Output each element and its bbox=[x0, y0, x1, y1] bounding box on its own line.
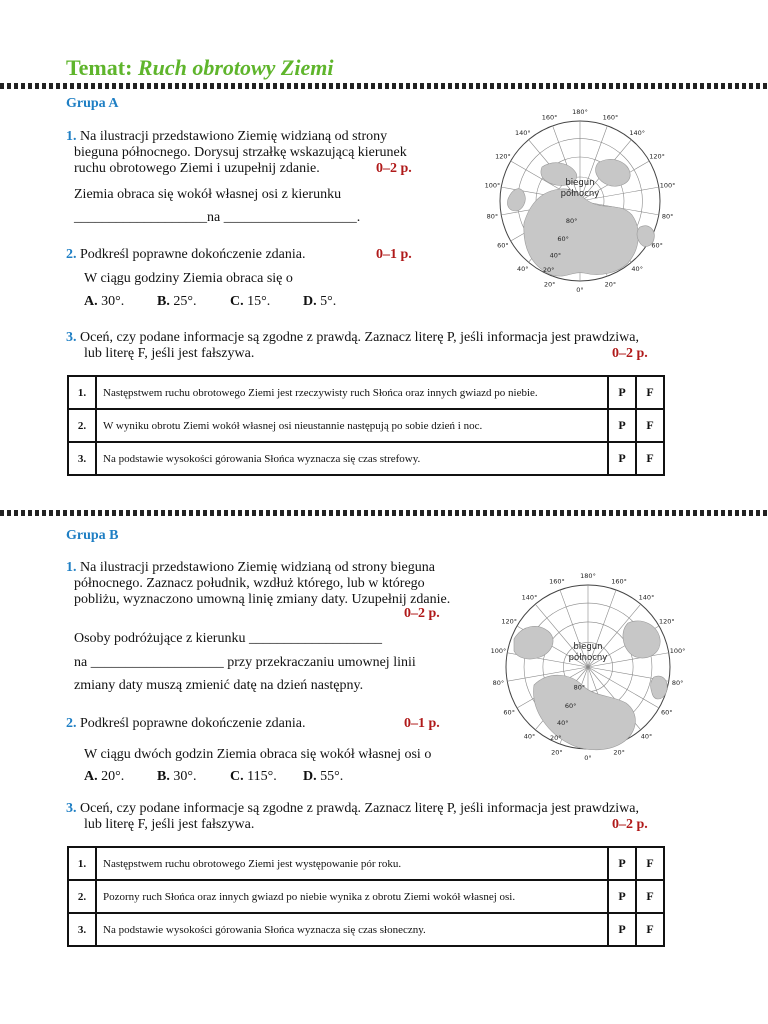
true-false-table bbox=[67, 846, 665, 947]
answer-option-b[interactable]: B. 25°. bbox=[157, 294, 197, 309]
true-option[interactable]: P bbox=[608, 847, 636, 880]
meridian-label: 20° bbox=[604, 280, 617, 289]
question-text: Podkreśl poprawne dokończenie zdania. bbox=[80, 247, 306, 262]
meridian-label: 80° bbox=[492, 678, 505, 687]
table-row bbox=[68, 409, 664, 442]
polar-map-group-b bbox=[478, 567, 702, 765]
question-text: Podkreśl poprawne dokończenie zdania. bbox=[80, 716, 306, 731]
true-option[interactable]: P bbox=[608, 442, 636, 475]
group-b-q2 bbox=[66, 716, 305, 732]
question-text-line: północnego. Zaznacz południk, wzdłuż którego, lub w którego bbox=[74, 576, 425, 591]
dashed-divider-middle bbox=[0, 510, 768, 516]
false-option[interactable]: F bbox=[636, 442, 664, 475]
answer-option-c[interactable]: C. 115°. bbox=[230, 769, 277, 784]
question-sentence: W ciągu dwóch godzin Ziemia obraca się wokół własnej osi o bbox=[84, 747, 432, 762]
true-false-table bbox=[67, 375, 665, 476]
meridian-label: 180° bbox=[572, 108, 588, 116]
group-a-q3 bbox=[66, 330, 639, 346]
statement-text: Następstwem ruchu obrotowego Ziemi jest występowanie pór roku. bbox=[96, 847, 608, 880]
row-number: 3. bbox=[68, 913, 96, 946]
meridian-label: 60° bbox=[651, 241, 663, 250]
meridian-label: 80° bbox=[486, 212, 499, 221]
points-label: 0–2 p. bbox=[612, 346, 648, 361]
latitude-label: 20° bbox=[542, 266, 555, 275]
question-number: 1. bbox=[66, 129, 77, 144]
question-text-line: Na ilustracji przedstawiono Ziemię widzianą od strony bbox=[80, 129, 388, 144]
latitude-label: 60° bbox=[557, 234, 569, 243]
meridian-label: 140° bbox=[629, 128, 646, 137]
question-text-line: ruchu obrotowego Ziemi i uzupełnij zdanie. bbox=[74, 161, 320, 176]
false-option[interactable]: F bbox=[636, 847, 664, 880]
latitude-label: 40° bbox=[549, 251, 562, 260]
row-number: 1. bbox=[68, 376, 96, 409]
title-topic: Ruch obrotowy Ziemi bbox=[137, 55, 334, 80]
meridian-label: 160° bbox=[602, 113, 619, 122]
meridian-label: 100° bbox=[669, 647, 686, 656]
meridian-label: 0° bbox=[584, 754, 592, 762]
fill-sentence: Ziemia obraca się wokół własnej osi z kierunku bbox=[74, 187, 342, 202]
meridian-label: 20° bbox=[543, 280, 556, 289]
points-label: 0–2 p. bbox=[376, 161, 412, 176]
statement-text: W wyniku obrotu Ziemi wokół własnej osi nieustannie następują po sobie dzień i noc. bbox=[96, 409, 608, 442]
meridian-label: 100° bbox=[659, 181, 676, 190]
meridian-label: 100° bbox=[490, 647, 507, 656]
question-number: 1. bbox=[66, 560, 77, 575]
question-text-line: Na ilustracji przedstawiono Ziemię widzianą od strony bieguna bbox=[80, 560, 435, 575]
points-label: 0–1 p. bbox=[404, 716, 440, 731]
pole-label-line2: północny bbox=[568, 653, 608, 663]
false-option[interactable]: F bbox=[636, 376, 664, 409]
polar-map-svg bbox=[478, 567, 702, 765]
meridian-label: 40° bbox=[631, 265, 643, 274]
answer-option-b[interactable]: B. 30°. bbox=[157, 769, 197, 784]
group-a-q1 bbox=[66, 129, 387, 145]
group-a-q2 bbox=[66, 247, 305, 263]
table-row bbox=[68, 913, 664, 946]
table-row bbox=[68, 442, 664, 475]
question-text-line: Oceń, czy podane informacje są zgodne z prawdą. Zaznacz literę P, jeśli informacja jest prawdziwa, bbox=[80, 801, 639, 816]
title-prefix: Temat: bbox=[66, 55, 133, 80]
meridian-label: 140° bbox=[514, 128, 531, 137]
meridian-label: 160° bbox=[611, 577, 627, 586]
question-number: 3. bbox=[66, 801, 77, 816]
meridian-label: 40° bbox=[523, 732, 536, 741]
row-number: 2. bbox=[68, 880, 96, 913]
question-text-line: pobliżu, wyznaczono umowną linię zmiany daty. Uzupełnij zdanie. bbox=[74, 592, 451, 607]
meridian-label: 40° bbox=[640, 732, 653, 741]
fill-blank-line[interactable]: ___________________na ___________________. bbox=[74, 210, 361, 225]
group-b-q1 bbox=[66, 560, 435, 576]
question-text-line: lub literę F, jeśli jest fałszywa. bbox=[84, 817, 255, 832]
answer-option-a[interactable]: A. 30°. bbox=[84, 294, 125, 309]
meridian-label: 160° bbox=[541, 113, 558, 122]
true-option[interactable]: P bbox=[608, 913, 636, 946]
fill-line: zmiany daty muszą zmienić datę na dzień następny. bbox=[74, 678, 364, 693]
latitude-label: 20° bbox=[550, 733, 562, 742]
group-b-heading: Grupa B bbox=[66, 528, 119, 543]
meridian-label: 100° bbox=[484, 181, 501, 190]
meridian-label: 20° bbox=[613, 748, 625, 757]
meridian-label: 160° bbox=[549, 577, 565, 586]
question-sentence: W ciągu godziny Ziemia obraca się o bbox=[84, 271, 293, 286]
question-number: 2. bbox=[66, 716, 77, 731]
meridian-label: 80° bbox=[661, 212, 674, 221]
page-title bbox=[66, 55, 333, 81]
latitude-label: 80° bbox=[565, 216, 578, 225]
meridian-label: 20° bbox=[551, 748, 563, 757]
meridian-label: 120° bbox=[649, 152, 665, 161]
latitude-label: 40° bbox=[557, 719, 569, 727]
true-option[interactable]: P bbox=[608, 880, 636, 913]
question-number: 3. bbox=[66, 330, 77, 345]
pole-label-line1: biegun bbox=[573, 642, 603, 652]
points-label: 0–1 p. bbox=[376, 247, 412, 262]
question-text-line: lub literę F, jeśli jest fałszywa. bbox=[84, 346, 255, 361]
group-a-heading: Grupa A bbox=[66, 96, 119, 111]
pole-label-line2: północny bbox=[560, 189, 600, 199]
question-text-line: Oceń, czy podane informacje są zgodne z prawdą. Zaznacz literę P, jeśli informacja jest prawdziwa, bbox=[80, 330, 639, 345]
false-option[interactable]: F bbox=[636, 880, 664, 913]
points-label: 0–2 p. bbox=[612, 817, 648, 832]
false-option[interactable]: F bbox=[636, 913, 664, 946]
meridian-label: 180° bbox=[580, 572, 596, 580]
fill-line[interactable]: Osoby podróżujące z kierunku ___________________ bbox=[74, 631, 382, 646]
dashed-divider-top bbox=[0, 83, 768, 89]
answer-option-d[interactable]: D. 55°. bbox=[303, 769, 344, 784]
question-number: 2. bbox=[66, 247, 77, 262]
table-row bbox=[68, 847, 664, 880]
meridian-label: 120° bbox=[658, 617, 675, 626]
statement-text: Następstwem ruchu obrotowego Ziemi jest rzeczywisty ruch Słońca oraz innych gwiazd po niebie. bbox=[96, 376, 608, 409]
statement-text: Pozorny ruch Słońca oraz innych gwiazd po niebie wynika z obrotu Ziemi wokół własnej osi. bbox=[96, 880, 608, 913]
table-row bbox=[68, 376, 664, 409]
pole-label-line1: biegun bbox=[565, 178, 595, 188]
answer-option-c[interactable]: C. 15°. bbox=[230, 294, 271, 309]
true-option[interactable]: P bbox=[608, 376, 636, 409]
points-label: 0–2 p. bbox=[404, 606, 440, 621]
true-option[interactable]: P bbox=[608, 409, 636, 442]
row-number: 1. bbox=[68, 847, 96, 880]
meridian-label: 60° bbox=[503, 708, 515, 717]
meridian-label: 80° bbox=[671, 678, 684, 687]
continents bbox=[514, 621, 667, 750]
meridian-label: 40° bbox=[517, 265, 529, 274]
meridian-label: 60° bbox=[661, 708, 673, 717]
polar-map-group-a bbox=[472, 103, 696, 295]
row-number: 3. bbox=[68, 442, 96, 475]
false-option[interactable]: F bbox=[636, 409, 664, 442]
answer-option-a[interactable]: A. 20°. bbox=[84, 769, 125, 784]
statement-text: Na podstawie wysokości górowania Słońca wyznacza się czas słoneczny. bbox=[96, 913, 608, 946]
table-row bbox=[68, 880, 664, 913]
meridian-label: 60° bbox=[497, 241, 509, 250]
meridian-label: 140° bbox=[638, 593, 655, 602]
meridian-label: 0° bbox=[576, 286, 584, 294]
group-b-q3 bbox=[66, 801, 639, 817]
meridian-label: 140° bbox=[521, 593, 538, 602]
latitude-label: 60° bbox=[564, 701, 577, 710]
meridian-label: 120° bbox=[495, 152, 511, 161]
polar-map-svg bbox=[472, 103, 696, 295]
meridian-label: 120° bbox=[501, 617, 518, 626]
latitude-label: 80° bbox=[573, 683, 586, 692]
fill-line[interactable]: na ___________________ przy przekraczaniu umownej linii bbox=[74, 655, 416, 670]
question-text-line: bieguna północnego. Dorysuj strzałkę wskazującą kierunek bbox=[74, 145, 407, 160]
answer-option-d[interactable]: D. 5°. bbox=[303, 294, 337, 309]
row-number: 2. bbox=[68, 409, 96, 442]
statement-text: Na podstawie wysokości górowania Słońca wyznacza się czas strefowy. bbox=[96, 442, 608, 475]
